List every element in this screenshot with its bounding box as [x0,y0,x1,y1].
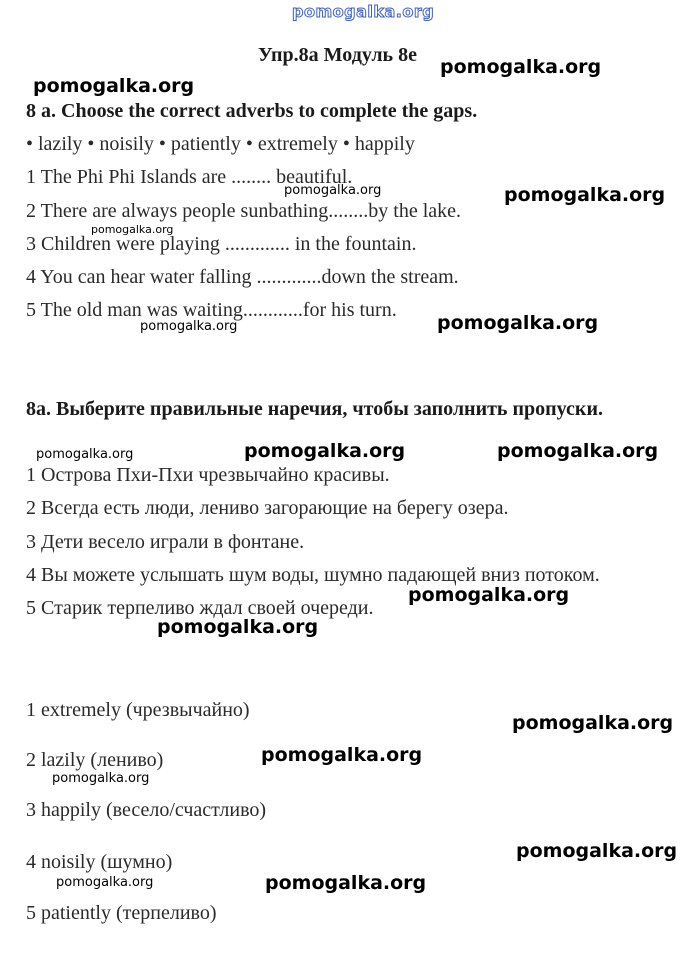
watermark: pomogalka.org [157,616,319,638]
answer-item: 1 extremely (чрезвычайно) [26,699,250,721]
watermark: pomogalka.org [56,875,154,890]
russian-item: 5 Старик терпеливо ждал своей очереди. [26,597,374,619]
english-item: 3 Children were playing ............. in the fountain. [26,233,417,255]
watermark: pomogalka.org [33,75,195,97]
english-item: 5 The old man was waiting............for his turn. [26,299,397,321]
watermark-top: pomogalka.org [292,2,435,21]
answer-item: 5 patiently (терпеливо) [26,902,217,924]
watermark: pomogalka.org [516,840,678,862]
english-item: 2 There are always people sunbathing........by the lake. [26,200,462,222]
watermark: pomogalka.org [261,744,423,766]
russian-item: 4 Вы можете услышать шум воды, шумно падающей вниз потоком. [26,564,600,586]
answer-item: 2 lazily (лениво) [26,749,164,771]
russian-item: 2 Всегда есть люди, лениво загорающие на берегу озера. [26,497,509,519]
answer-item: 4 noisily (шумно) [26,851,173,873]
watermark: pomogalka.org [265,872,427,894]
watermark: pomogalka.org [497,440,659,462]
russian-item: 3 Дети весело играли в фонтане. [26,531,305,553]
watermark: pomogalka.org [284,183,382,198]
russian-item: 1 Острова Пхи-Пхи чрезвычайно красивы. [26,464,390,486]
watermark: pomogalka.org [91,223,174,236]
russian-heading: 8a. Выберите правильные наречия, чтобы заполнить пропуски. [26,398,603,420]
watermark: pomogalka.org [36,447,134,462]
watermark: pomogalka.org [504,184,666,206]
english-item: 4 You can hear water falling .............down the stream. [26,266,459,288]
word-bank: • lazily • noisily • patiently • extremely • happily [26,133,415,155]
english-heading: 8 a. Choose the correct adverbs to complete the gaps. [26,100,478,122]
watermark: pomogalka.org [512,712,674,734]
watermark: pomogalka.org [52,771,150,786]
page-title: Упр.8а Модуль 8е [258,44,418,66]
answer-item: 3 happily (весело/счастливо) [26,799,267,821]
watermark: pomogalka.org [408,584,570,606]
english-item: 1 The Phi Phi Islands are ........ beautiful. [26,166,353,188]
watermark: pomogalka.org [440,56,602,78]
watermark: pomogalka.org [140,319,238,334]
watermark: pomogalka.org [437,312,599,334]
watermark: pomogalka.org [244,440,406,462]
